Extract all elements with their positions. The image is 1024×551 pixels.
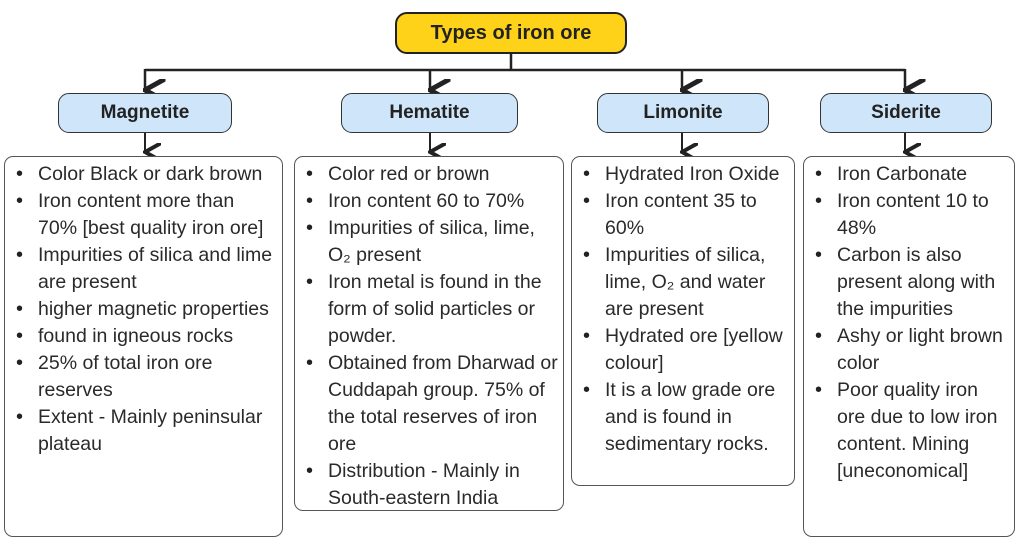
magnetite-point: • Impurities of silica and lime are present	[13, 242, 278, 296]
siderite-points-list	[812, 161, 1010, 485]
hematite-point: • Impurities of silica, lime, O₂ present	[303, 215, 559, 269]
hematite-point: • Distribution - Mainly in South-eastern India	[303, 458, 559, 512]
magnetite-point: • Iron content more than 70% [best quality iron ore]	[13, 188, 278, 242]
root-node-title: Types of iron ore	[395, 12, 627, 54]
hematite-point: • Color red or brown	[303, 161, 559, 188]
type-node-siderite: Siderite	[820, 93, 992, 133]
magnetite-point: • Extent - Mainly peninsular plateau	[13, 404, 278, 458]
magnetite-point: • 25% of total iron ore reserves	[13, 350, 278, 404]
magnetite-point: • found in igneous rocks	[13, 323, 278, 350]
siderite-point: • Carbon is also present along with the impurities	[812, 242, 1010, 323]
siderite-point: • Poor quality iron ore due to low iron content. Mining [uneconomical]	[812, 377, 1010, 485]
siderite-point: • Iron Carbonate	[812, 161, 1010, 188]
magnetite-point: • Color Black or dark brown	[13, 161, 278, 188]
hematite-point: • Obtained from Dharwad or Cuddapah group. 75% of the total reserves of iron ore	[303, 350, 559, 458]
limonite-point: • Iron content 35 to 60%	[580, 188, 790, 242]
hematite-details-box	[294, 156, 564, 511]
limonite-points-list	[580, 161, 790, 458]
magnetite-points-list	[13, 161, 278, 458]
limonite-point: • Hydrated Iron Oxide	[580, 161, 790, 188]
limonite-point: • Impurities of silica, lime, O₂ and water are present	[580, 242, 790, 323]
siderite-details-box	[803, 156, 1015, 537]
hematite-point: • Iron metal is found in the form of solid particles or powder.	[303, 269, 559, 350]
type-node-limonite: Limonite	[597, 93, 769, 133]
limonite-point: • It is a low grade ore and is found in sedimentary rocks.	[580, 377, 790, 458]
siderite-point: • Ashy or light brown color	[812, 323, 1010, 377]
hematite-point: • Iron content 60 to 70%	[303, 188, 559, 215]
hematite-points-list	[303, 161, 559, 512]
siderite-point: • Iron content 10 to 48%	[812, 188, 1010, 242]
limonite-point: • Hydrated ore [yellow colour]	[580, 323, 790, 377]
magnetite-point: • higher magnetic properties	[13, 296, 278, 323]
limonite-details-box	[571, 156, 795, 486]
magnetite-details-box	[4, 156, 283, 537]
type-node-magnetite: Magnetite	[58, 93, 232, 133]
type-node-hematite: Hematite	[341, 93, 518, 133]
